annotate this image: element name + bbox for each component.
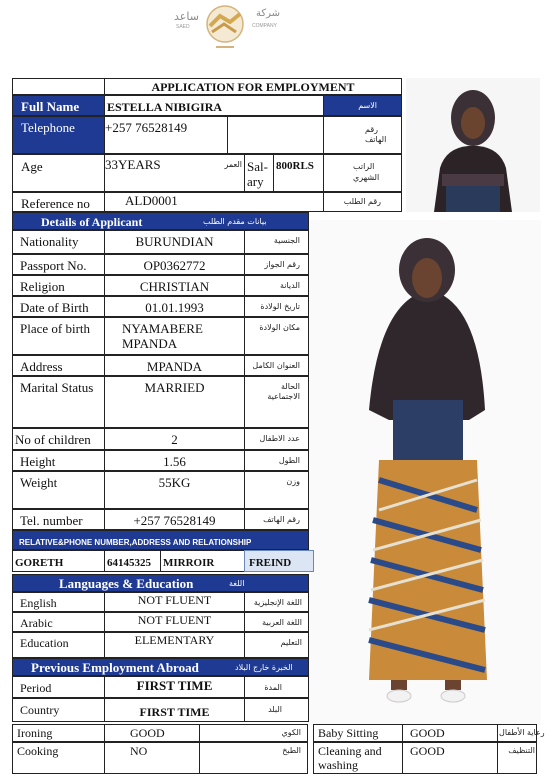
- detail-value: +257 76528149: [133, 513, 216, 528]
- skill-value: GOOD: [130, 726, 165, 740]
- detail-value: 01.01.1993: [145, 300, 204, 315]
- salary-value-cell: [273, 154, 324, 192]
- company-logo: [170, 2, 280, 64]
- relative-relationship: FREIND: [249, 557, 292, 569]
- detail-value: MPANDA: [146, 359, 203, 374]
- full-name-value: ESTELLA NIBIGIRA: [107, 100, 223, 114]
- applicant-portrait-photo: [406, 78, 540, 212]
- skill-label: Cooking: [17, 744, 59, 758]
- applicant-full-body-photo: [309, 220, 541, 725]
- language-ar: اللغة العربية: [262, 618, 302, 627]
- reference-label-cell: [12, 192, 105, 212]
- form-title: APPLICATION FOR EMPLOYMENT: [151, 80, 355, 94]
- telephone-label-cell: [12, 116, 105, 154]
- skill-label: Baby Sitting: [318, 726, 379, 740]
- relative-relationship-cell: [244, 550, 314, 572]
- reference-label: Reference no: [21, 196, 90, 211]
- details-header-cell: [12, 212, 309, 230]
- full-body-figure-icon: [309, 220, 541, 725]
- skill-ar: الكوي: [281, 728, 301, 737]
- age-value-cell: [104, 154, 245, 192]
- relative-address-cell: [160, 550, 245, 572]
- detail-label: Marital Status: [20, 380, 94, 395]
- previous-ar: البلد: [268, 705, 282, 714]
- skill-ar: التنظيف: [508, 746, 535, 755]
- salary-label-cell: [244, 154, 274, 192]
- salary-label: Sal-ary: [247, 159, 268, 189]
- previous-header-cell: [12, 658, 309, 676]
- language-label: Arabic: [20, 616, 53, 630]
- relative-name-cell: [12, 550, 105, 572]
- detail-ar: عدد الاطفال: [259, 434, 300, 443]
- telephone-value: +257 76528149: [105, 120, 188, 135]
- detail-ar: الديانة: [279, 281, 300, 290]
- detail-ar: رقم الهاتف: [263, 515, 300, 524]
- logo-left-sub: SAED: [176, 24, 190, 30]
- full-name-ar-cell: [323, 95, 402, 116]
- languages-header-cell: [12, 574, 309, 592]
- detail-label: Religion: [20, 279, 65, 294]
- languages-header-ar: اللغة: [229, 579, 245, 588]
- relative-header-cell: [12, 530, 309, 550]
- detail-value: 1.56: [163, 454, 186, 469]
- detail-ar: الطول: [278, 456, 300, 465]
- details-header: Details of Applicant: [41, 215, 143, 229]
- detail-label: Passport No.: [20, 258, 87, 273]
- language-value: NOT FLUENT: [137, 593, 212, 607]
- detail-value: 55KG: [158, 475, 191, 490]
- skill-value: NO: [130, 744, 148, 758]
- full-name-label-cell: [12, 95, 105, 116]
- telephone-ar-cell: [323, 116, 402, 154]
- skill-label: Cleaning and washing: [318, 744, 382, 772]
- salary-ar: الراتب الشهري: [353, 162, 380, 182]
- language-ar: التعليم: [280, 638, 302, 647]
- skill-ar: رعاية الأطفال: [499, 728, 545, 737]
- relative-phone: 64145325: [107, 557, 151, 569]
- age-value: 33YEARS: [105, 157, 161, 172]
- skill-value: GOOD: [410, 726, 445, 740]
- previous-ar: المدة: [264, 683, 282, 692]
- reference-value: ALD0001: [125, 193, 178, 208]
- previous-value: FIRST TIME: [139, 705, 210, 719]
- telephone-value-cell: [104, 116, 228, 154]
- language-label: Education: [20, 636, 69, 650]
- reference-ar-cell: [323, 192, 402, 212]
- full-name-ar: الاسم: [358, 101, 377, 110]
- detail-value: 2: [171, 432, 178, 447]
- age-label: Age: [21, 159, 43, 174]
- detail-ar: رقم الجواز: [264, 260, 300, 269]
- detail-ar: مكان الولادة: [259, 323, 300, 332]
- title-left-cell: [12, 78, 105, 95]
- logo-right-text: شركة: [256, 8, 281, 19]
- telephone-ar: رقم الهاتف: [365, 125, 387, 144]
- detail-value: MARRIED: [144, 380, 205, 395]
- detail-value: BURUNDIAN: [135, 234, 214, 249]
- language-value: NOT FLUENT: [137, 613, 212, 627]
- detail-label: No of children: [15, 432, 91, 447]
- language-ar: اللغة الإنجليزية: [253, 598, 302, 607]
- full-name-value-cell: [104, 95, 324, 116]
- handshake-logo-icon: [202, 2, 248, 54]
- form-title-cell: [104, 78, 402, 95]
- logo-left-text: ساعد: [174, 10, 199, 23]
- relative-phone-cell: [104, 550, 161, 572]
- skill-label: Ironing: [17, 726, 53, 740]
- detail-ar: وزن: [286, 477, 300, 486]
- relative-address: MIRROIR: [163, 557, 215, 569]
- reference-ar: رقم الطلب: [343, 197, 381, 206]
- logo-right-sub: COMPANY: [252, 23, 277, 29]
- portrait-figure-icon: [406, 78, 540, 212]
- detail-ar: الحالة الاجتماعية: [267, 382, 300, 401]
- detail-value: CHRISTIAN: [139, 279, 210, 294]
- detail-ar: تاريخ الولادة: [260, 302, 300, 311]
- skill-value-cell: [104, 742, 200, 774]
- previous-label: Period: [20, 681, 52, 695]
- languages-header: Languages & Education: [59, 576, 194, 591]
- skill-value: GOOD: [410, 744, 445, 758]
- details-header-ar: بيانات مقدم الطلب: [203, 217, 267, 226]
- detail-label: Place of birth: [20, 321, 91, 336]
- previous-label: Country: [20, 703, 60, 717]
- detail-label: Date of Birth: [20, 300, 89, 315]
- previous-value: FIRST TIME: [136, 678, 213, 693]
- telephone-label: Telephone: [21, 120, 75, 135]
- salary-value: 800RLS: [276, 160, 314, 172]
- telephone-extra-cell: [227, 116, 324, 154]
- language-value: ELEMENTARY: [134, 633, 215, 647]
- detail-label: Tel. number: [20, 513, 83, 528]
- full-name-label: Full Name: [21, 99, 80, 114]
- detail-label: Weight: [20, 475, 58, 490]
- detail-ar: العنوان الكامل: [252, 361, 300, 370]
- reference-value-cell: [104, 192, 324, 212]
- previous-header-ar: الخبرة خارج البلاد: [235, 663, 293, 672]
- salary-ar-cell: [323, 154, 402, 192]
- detail-label: Address: [20, 359, 63, 374]
- detail-label: Height: [20, 454, 56, 469]
- previous-header: Previous Employment Abroad: [31, 660, 199, 675]
- relative-header: RELATIVE&PHONE NUMBER,ADDRESS AND RELATIONSHIP: [19, 538, 252, 547]
- detail-label: Nationality: [20, 234, 79, 249]
- age-ar: العمر: [224, 160, 242, 169]
- detail-ar: الجنسية: [273, 236, 300, 245]
- detail-value: OP0362772: [143, 258, 206, 273]
- relative-name: GORETH: [15, 557, 64, 569]
- skill-ar: الطبخ: [282, 746, 301, 755]
- age-label-cell: [12, 154, 105, 192]
- detail-value: NYAMABERE MPANDA: [122, 321, 203, 351]
- language-label: English: [20, 596, 57, 610]
